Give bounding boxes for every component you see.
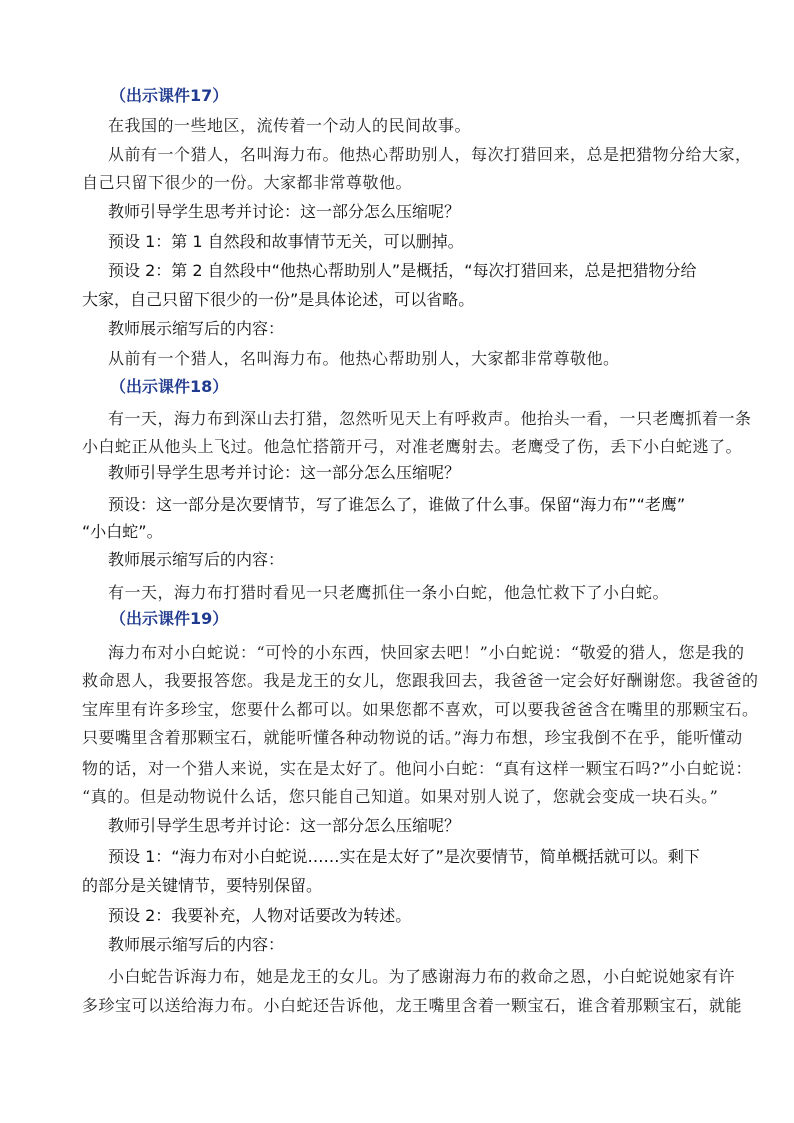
teaching-text-line: 的部分是关键情节，要特别保留。: [82, 876, 323, 895]
teaching-text-line: 大家，自己只留下很少的一份”是具体论述，可以省略。: [82, 290, 475, 309]
teaching-text-line: 教师引导学生思考并讨论：这一部分怎么压缩呢？: [108, 816, 461, 835]
story-text-line: 在我国的一些地区，流传着一个动人的民间故事。: [108, 116, 472, 135]
courseware-heading: （出示课件17）: [110, 86, 229, 105]
story-text-line: 只要嘴里含着那颗宝石，就能听懂各种动物说的话。”海力布想，珍宝我倒不在乎，能听懂动: [82, 728, 743, 747]
story-text-line: 宝库里有许多珍宝，您要什么都可以。如果您都不喜欢，可以要我爸爸含在嘴里的那颗宝石。: [82, 700, 759, 719]
story-text-line: 多珍宝可以送给海力布。小白蛇还告诉他，龙王嘴里含着一颗宝石，谁含着那颗宝石，就能: [82, 996, 743, 1015]
story-text-line: 有一天，海力布打猎时看见一只老鹰抓住一条小白蛇，他急忙救下了小白蛇。: [108, 583, 670, 602]
teaching-text-line: 预设 1：“海力布对小白蛇说……实在是太好了”是次要情节，简单概括就可以。剩下: [108, 847, 700, 866]
story-text-line: “真的。但是动物说什么话，您只能自己知道。如果对别人说了，您就会变成一块石头。”: [82, 787, 719, 806]
story-text-line: 自己只留下很少的一份。大家都非常尊敬他。: [82, 173, 413, 192]
teaching-text-line: 预设 2：我要补充，人物对话要改为转述。: [108, 906, 412, 925]
story-text-line: 小白蛇告诉海力布，她是龙王的女儿。为了感谢海力布的救命之恩，小白蛇说她家有许: [108, 967, 736, 986]
courseware-heading: （出示课件19）: [110, 609, 229, 628]
teaching-text-line: 预设 1：第 1 自然段和故事情节无关，可以删掉。: [108, 232, 464, 251]
story-text-line: 从前有一个猎人，名叫海力布。他热心帮助别人，大家都非常尊敬他。: [108, 349, 620, 368]
teaching-text-line: 教师引导学生思考并讨论：这一部分怎么压缩呢？: [108, 202, 461, 221]
teaching-text-line: 教师引导学生思考并讨论：这一部分怎么压缩呢？: [108, 463, 461, 482]
teaching-text-line: 预设 2：第 2 自然段中“他热心帮助别人”是概括，“每次打猎回来，总是把猎物分给: [108, 261, 697, 280]
teaching-text-line: 教师展示缩写后的内容：: [108, 935, 285, 954]
courseware-heading: （出示课件18）: [110, 377, 229, 396]
teaching-text-line: 教师展示缩写后的内容：: [108, 550, 285, 569]
teaching-text-line: 教师展示缩写后的内容：: [108, 319, 285, 338]
story-text-line: 海力布对小白蛇说：“可怜的小东西，快回家去吧！”小白蛇说：“敬爱的猎人，您是我的: [108, 643, 745, 662]
story-text-line: 从前有一个猎人，名叫海力布。他热心帮助别人，每次打猎回来，总是把猎物分给大家，: [108, 145, 752, 164]
story-text-line: 救命恩人，我要报答您。我是龙王的女儿，您跟我回去，我爸爸一定会好好酬谢您。我爸爸的: [82, 671, 759, 690]
story-text-line: 有一天，海力布到深山去打猎，忽然听见天上有呼救声。他抬头一看，一只老鹰抓着一条: [108, 409, 752, 428]
teaching-text-line: “小白蛇”。: [82, 522, 163, 541]
story-text-line: 小白蛇正从他头上飞过。他急忙搭箭开弓，对准老鹰射去。老鹰受了伤，丢下小白蛇逃了。: [82, 437, 743, 456]
teaching-text-line: 预设：这一部分是次要情节，写了谁怎么了，谁做了什么事。保留“海力布”“老鹰”: [108, 495, 686, 514]
story-text-line: 物的话，对一个猎人来说，实在是太好了。他问小白蛇：“真有这样一颗宝石吗?”小白蛇说：: [82, 759, 752, 778]
